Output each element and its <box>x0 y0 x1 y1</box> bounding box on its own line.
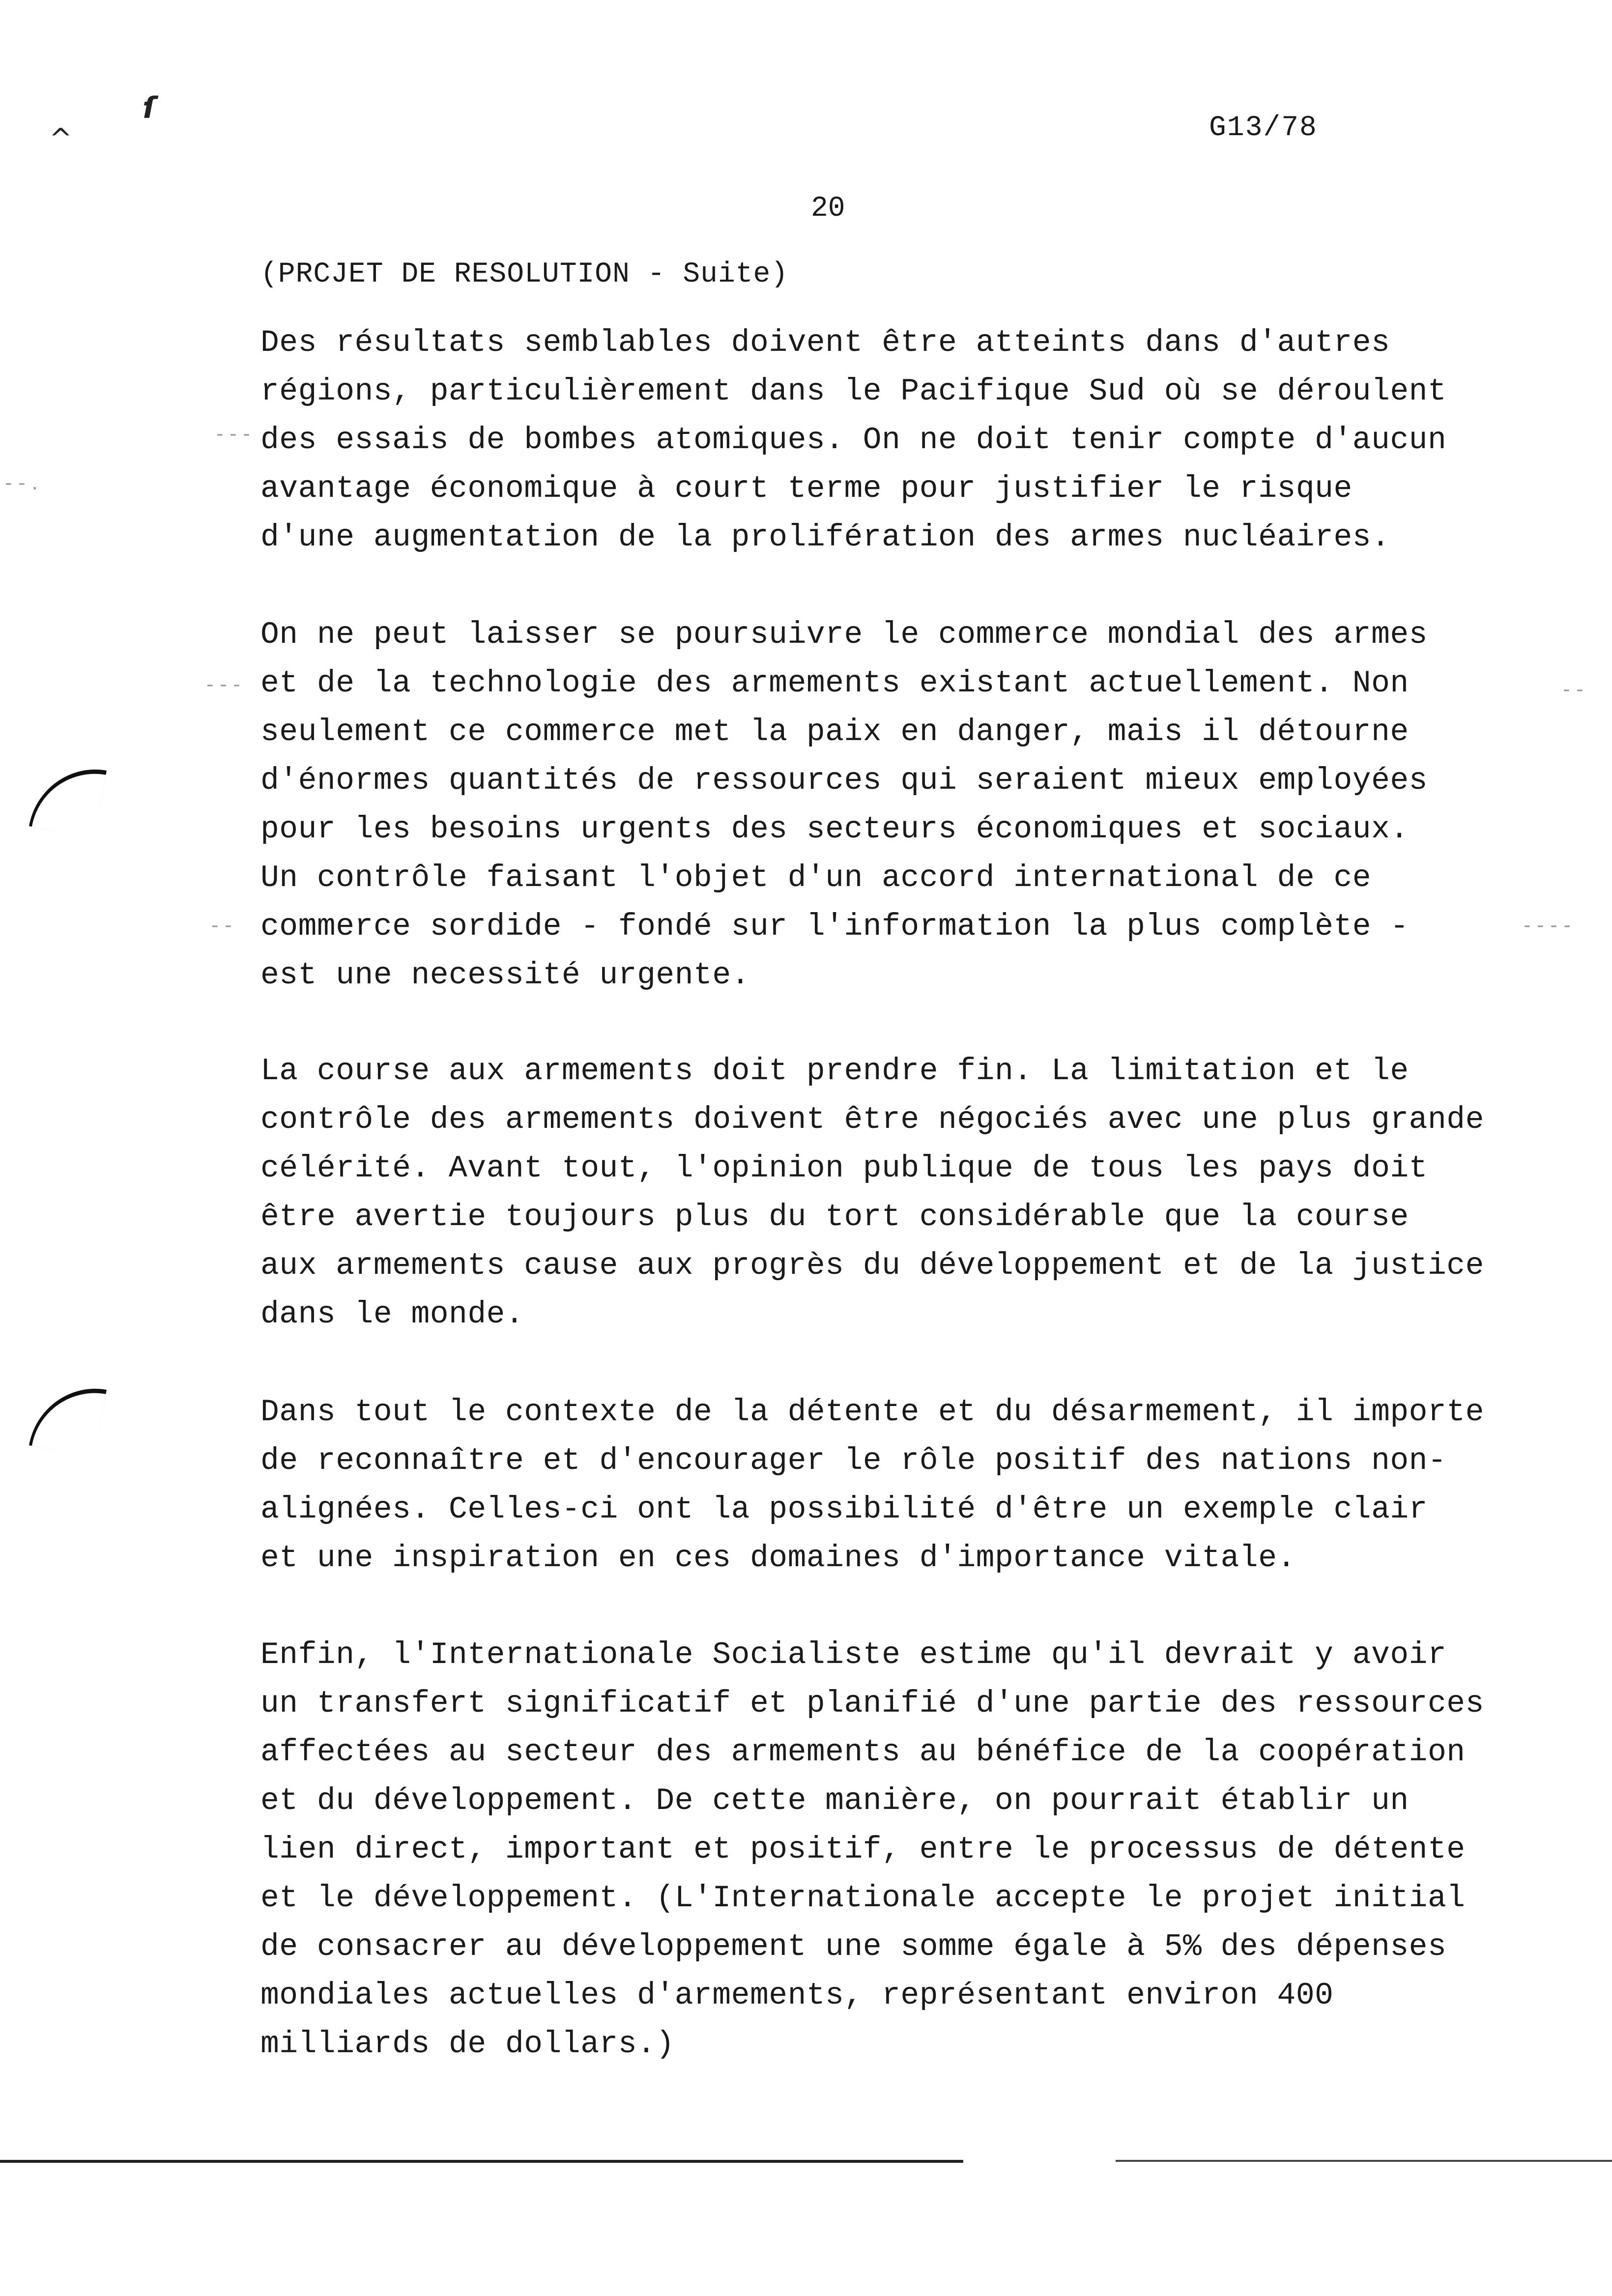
margin-scan-mark: - - - <box>216 423 250 445</box>
paragraph-resource-transfer: Enfin, l'Internationale Socialiste estime qu'il devrait y avoir un transfert significatif et planifié d'une partie des ressources affectées au secteur des armements au bénéfice de la coopération et du développement. De cette manière, on pourrait établir un lien direct, important et positif, entre le processus de détente et le développement. (L'Internationale accepte le projet initial de consacrer au développement une somme égale à 5% des dépenses mondiales actuelles d'armements, représentant environ 400 milliards de dollars.) <box>260 1637 1484 2062</box>
punch-hole-mark <box>29 759 107 838</box>
margin-scan-mark: - - <box>211 914 232 937</box>
margin-scan-mark: - - . <box>5 472 38 494</box>
corner-handwritten-mark: ^ <box>49 123 72 155</box>
page-number: 20 <box>811 193 845 225</box>
bottom-divider-line <box>0 2160 963 2163</box>
section-heading: (PRCJET DE RESOLUTION - Suite) <box>260 258 789 290</box>
document-reference: G13/78 <box>1209 112 1318 144</box>
punch-hole-mark <box>29 1378 107 1457</box>
paragraph-arms-trade: On ne peut laisser se poursuivre le commerce mondial des armes et de la technologie des armements existant actuellement. Non seulement ce commerce met la paix en danger, mais il détourne d'énormes quantités de ressources qui seraient mieux employées pour les besoins urgents des secteurs économiques et sociaux. Un contrôle faisant l'objet d'un accord international de ce commerce sordide - fondé sur l'information la plus complète - est une necessité urgente. <box>260 617 1428 993</box>
margin-scan-mark: - - - - <box>1524 914 1571 937</box>
paragraph-nuclear-proliferation: Des résultats semblables doivent être atteints dans d'autres régions, particulièrement dans le Pacifique Sud où se déroulent des essais de bombes atomiques. On ne doit tenir compte d'aucun avantage économique à court terme pour justifier le risque d'une augmentation de la prolifération des armes nucléaires. <box>260 325 1447 555</box>
corner-ink-mark: ſ <box>143 91 156 125</box>
bottom-divider-line <box>1116 2160 1612 2162</box>
paragraph-arms-race: La course aux armements doit prendre fin. La limitation et le contrôle des armements doivent être négociés avec une plus grande célérité. Avant tout, l'opinion publique de tous les pays doit être avertie toujours plus du tort considérable que la course aux armements cause aux progrès du développement et de la justice dans le monde. <box>260 1054 1484 1332</box>
paragraph-non-aligned-nations: Dans tout le contexte de la détente et du désarmement, il importe de reconnaître et d'encourager le rôle positif des nations non- alignées. Celles-ci ont la possibilité d'être un exemple clair et une inspiration en ces domaines d'importance vitale. <box>260 1395 1484 1576</box>
margin-scan-mark: - - - <box>206 673 240 696</box>
margin-scan-mark: - - <box>1563 678 1583 701</box>
